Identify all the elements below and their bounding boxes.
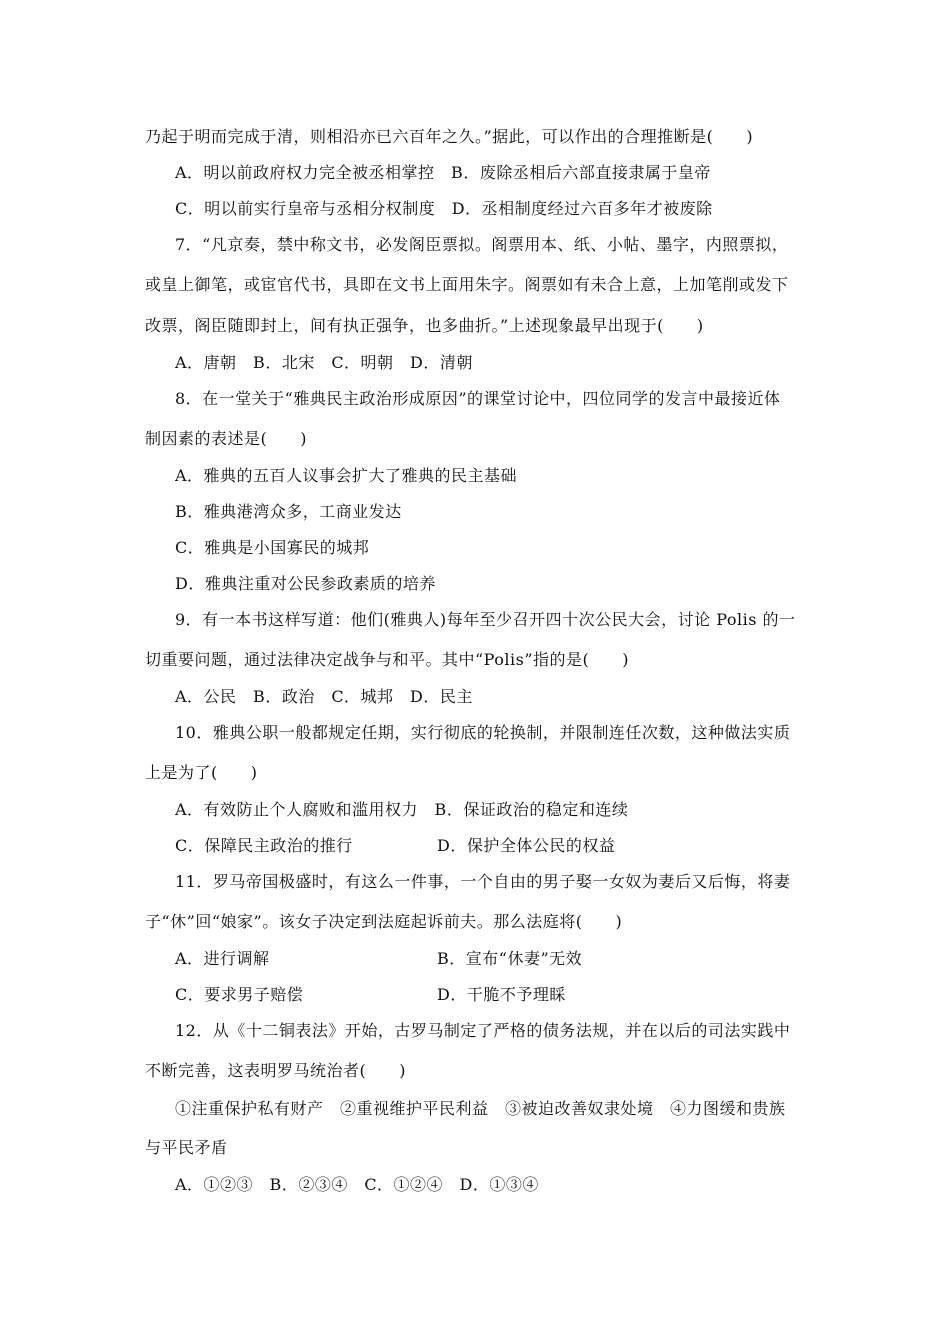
option-line: B．雅典港湾众多，工商业发达 — [175, 502, 402, 521]
option-b: B．宣布“休妻”无效 — [437, 949, 583, 968]
option-line: A．雅典的五百人议事会扩大了雅典的民主基础 — [175, 466, 518, 485]
option-c: C．保障民主政治的推行 — [175, 836, 353, 855]
option-line: A．唐朝 B．北宋 C．明朝 D．清朝 — [175, 353, 473, 372]
option-line: A．公民 B．政治 C．城邦 D．民主 — [175, 687, 473, 706]
question-7-stem: 7．“凡京奏，禁中称文书，必发阁臣票拟。阁票用本、纸、小帖、墨字，内照票拟， — [175, 235, 789, 254]
text-line: 子“休”回“娘家”。该女子决定到法庭起诉前夫。那么法庭将( ) — [145, 912, 623, 931]
option-c: C．要求男子赔偿 — [175, 985, 304, 1004]
question-9-stem: 9．有一本书这样写道：他们(雅典人)每年至少召开四十次公民大会，讨论 Polis 的一 — [175, 610, 796, 629]
question-12-stem: 12．从《十二铜表法》开始，古罗马制定了严格的债务法规，并在以后的司法实践中 — [175, 1021, 791, 1040]
text-line: 切重要问题，通过法律决定战争与和平。其中“Polis”指的是( ) — [145, 650, 630, 669]
option-line: C．雅典是小国寡民的城邦 — [175, 538, 370, 557]
option-line: D．雅典注重对公民参政素质的培养 — [175, 574, 436, 593]
text-line: 上是为了( ) — [145, 763, 258, 782]
option-d: D．保护全体公民的权益 — [437, 836, 616, 855]
text-line: 与平民矛盾 — [145, 1138, 228, 1157]
text-line: 乃起于明而完成于清，则相沿亦已六百年之久。”据此，可以作出的合理推断是( ) — [145, 127, 754, 146]
option-d: D．干脆不予理睬 — [437, 985, 566, 1004]
option-line: A．明以前政府权力完全被丞相掌控 B．废除丞相后六部直接隶属于皇帝 — [175, 163, 711, 182]
text-line: 不断完善，这表明罗马统治者( ) — [145, 1061, 406, 1080]
option-line: A．有效防止个人腐败和滥用权力 B．保证政治的稳定和连续 — [175, 800, 629, 819]
statement-list: ①注重保护私有财产 ②重视维护平民利益 ③被迫改善奴隶处境 ④力图缓和贵族 — [175, 1099, 786, 1118]
question-10-stem: 10．雅典公职一般都规定任期，实行彻底的轮换制，并限制连任次数，这种做法实质 — [175, 723, 791, 742]
option-line: A．①②③ B．②③④ C．①②④ D．①③④ — [175, 1175, 539, 1194]
text-line: 改票，阁臣随即封上，间有执正强争，也多曲折。”上述现象最早出现于( ) — [145, 316, 704, 335]
text-line: 或皇上御笔，或宦官代书，具即在文书上面用朱字。阁票如有未合上意，上加笔削或发下 — [145, 275, 789, 294]
question-11-stem: 11．罗马帝国极盛时，有这么一件事，一个自由的男子娶一女奴为妻后又后悔，将妻 — [175, 872, 791, 891]
option-line: C．明以前实行皇帝与丞相分权制度 D．丞相制度经过六百多年才被废除 — [175, 199, 713, 218]
question-8-stem: 8．在一堂关于“雅典民主政治形成原因”的课堂讨论中，四位同学的发言中最接近体 — [175, 389, 781, 408]
text-line: 制因素的表述是( ) — [145, 429, 307, 448]
option-a: A．进行调解 — [175, 949, 270, 968]
